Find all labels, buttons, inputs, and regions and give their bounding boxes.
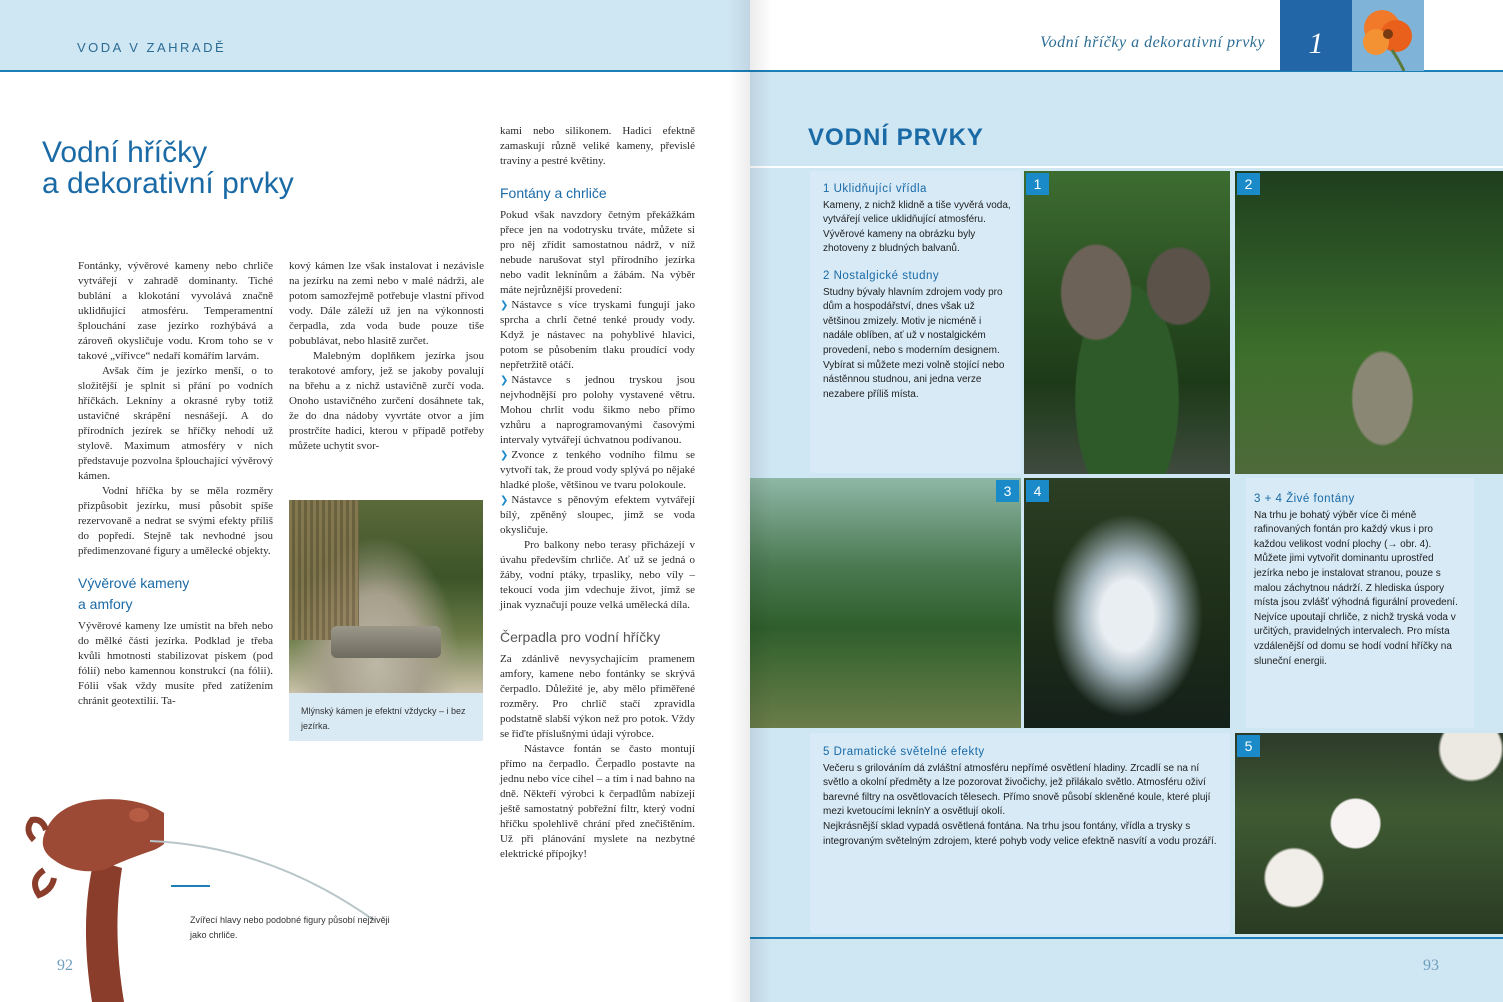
paragraph: Nástavce fontán se často montují přímo na čerpadlo. Čerpadlo postavte na jednu nebo více cihel – a tím i nad bahno na dně. Někteří výrobci k čerpadlům nabízejí ještě samostatný pobřežní filtr, který vodní hříčku spolehlivě chrání před znečištěním. Už při plánování myslete na nezbytné elektrické přípojky! <box>500 743 695 860</box>
page-number-right: 93 <box>1423 957 1439 974</box>
paragraph: Za zdánlivě nevysychajícím pramenem amfory, kamene nebo fontánky se skrývá čerpadlo. Důležité je, aby mělo přiměřené rozměry. Pro chrlič stačí zpravidla podstatně slabší výkon než pro potok. Vždy se řiďte příslušnými údaji výrobce. <box>500 653 695 740</box>
chevron-right-icon: ❯ <box>500 495 509 506</box>
paragraph: Vývěrové kameny lze umístit na břeh nebo do mělké části jezírka. Podklad je třeba kvůli hmotnosti stabilizovat pískem (pod fólií) nebo kamennou konstrukcí (na fólii). Fólii však vždy musíte před zatížením chránit geotextilií. Ta- <box>78 620 273 707</box>
running-head-right: Vodní hříčky a dekorativní prvky <box>1040 34 1265 51</box>
photo-number: 2 <box>1237 173 1260 195</box>
photo-number: 4 <box>1026 480 1049 502</box>
text-column-1 <box>78 259 273 709</box>
paragraph: Fontánky, vývěrové kameny nebo chrliče vytvářejí v zahradě dominanty. Tiché bublání a klokotání vyvolává značně uklidňující atmosféru. Temperamentní šplouchání zase jezírko rozhýbává a zároveň okysličuje vodu. Krom toho se v takové „vířivce“ nedaří komářím larvám. <box>78 260 273 362</box>
info-box-5 <box>810 733 1230 934</box>
photo-number: 3 <box>996 480 1019 502</box>
paragraph: Malebným doplňkem jezírka jsou terakotové amfory, jež se jakoby povalují na břehu a z nichž ustavičně zurčí voda. Onoho ustavičného zurčení dosáhnete tak, že do dna nádoby vyvrtáte otvor a jím prostrčíte hadici, kterou v případě potřeby můžete uchytit svor- <box>289 350 484 452</box>
right-page <box>750 0 1503 1002</box>
millstone-photo <box>289 500 483 693</box>
paragraph: Vodní hříčka by se měla rozměry přizpůsobit jezírku, musí působit spíše rezervovaně a nedrat se svými efekty příliš do popředí. Stejně tak nevhodné jsou předimenzované figury a umělecké objekty. <box>78 485 273 557</box>
dragon-caption: Zvířecí hlavy nebo podobné figury působí nejživěji jako chrliče. <box>190 915 390 940</box>
chevron-right-icon: ❯ <box>500 375 509 386</box>
photo-glowing-spheres <box>1235 733 1503 934</box>
heading-2: 2 Nostalgické studny <box>823 269 940 282</box>
bullet-item: ❯ Zvonce z tenkého vodního filmu se vytvoří tak, že proud vody splývá po nějaké hladké ploše, většinou ve tvaru polokoule. <box>500 449 695 491</box>
paragraph: Pokud však navzdory četným překážkám přece jen na vodotrysku trváte, můžete si pro něj zřídit samostatnou nádrž, v níž nebude narušovat styl přírodního jezírka nebo vadit leknínům a žábám. Na výběr máte nejrůznější provedení: <box>500 209 695 296</box>
bottom-rule <box>750 937 1503 939</box>
text-2: Studny bývaly hlavním zdrojem vody pro dům a hospodářství, dnes však už většinou zmizely. Motiv je nicméně i nadále oblíben, ať už v nostalgickém provedení, nebo s moderním designem. Vybírat si můžete mezi volně stojící nebo nástěnnou studnou, ani jedna verze nezabere příliš místa. <box>823 286 1005 400</box>
running-head-left: VODA V ZAHRADĚ <box>77 40 227 55</box>
paragraph: kami nebo silikonem. Hadici efektně zamaskují různě veliké kameny, převislé traviny a pestré květiny. <box>500 125 695 167</box>
gutter-shadow <box>728 0 750 1002</box>
photo-number: 1 <box>1026 173 1049 195</box>
article-title-line2: a dekorativní prvky <box>42 167 294 200</box>
paragraph: kový kámen lze však instalovat i nezávisle na jezírku na zemi nebo v malé nádrži, ale potom samozřejmě potřebuje vlastní přívod vody. Dále záleží už jen na výkonnosti čerpadla, zda voda bude pouze tiše pobublávat, nebo hlasitě zurčet. <box>289 260 484 347</box>
article-title-line1: Vodní hříčky <box>42 136 208 169</box>
title-rule <box>750 166 1503 168</box>
text-5b: Nejkrásnější sklad vypadá osvětlená fontána. Na trhu jsou fontány, vřídla a trysky s integrovaným světelným zdrojem, které pohyb vody velice efektně nasvítí a vodu prozáří. <box>823 820 1217 847</box>
subheading-fontany: Fontány a chrliče <box>500 185 607 201</box>
paragraph: Pro balkony nebo terasy přicházejí v úvahu především chrliče. Ať už se jedná o žáby, vodní ptáky, trpasliky, nebo víly – tekoucí voda jim vdechuje život, jímž se jinak vyznačují pouze velká umělecká díla. <box>500 539 695 611</box>
dragon-head-sculpture <box>24 790 164 1002</box>
text-3-4: Na trhu je bohatý výběr více či méně rafinovaných fontán pro každý vkus i pro každou velikost vodní plochy (→ obr. 4). Můžete jimi vytvořit dominantu uprostřed jezírka nebo je instalovat stranou, pouze s malou záchytnou nádrží. Z hlediska úspory místa jsou zvlášť výhodná figurální provedení. Nejvíce upoutají chrliče, z nichž tryská voda v určitých, pravidelných intervalech. Pro místa vzdálenější od domu se hodí vodní hříčky na sluneční energii. <box>1254 509 1458 667</box>
gutter-shadow <box>750 0 772 1002</box>
subheading-vyverove-kameny: Vývěrové kameny a amfory <box>78 575 190 612</box>
chapter-number: 1 <box>1280 0 1352 71</box>
chevron-right-icon: ❯ <box>500 450 509 461</box>
subheading-cerpadla: Čerpadla pro vodní hříčky <box>500 629 661 645</box>
photo-stones-pond <box>1024 171 1230 474</box>
millstone-caption: Mlýnský kámen je efektní vždycky – i bez jezírka. <box>289 693 483 741</box>
page-number-left: 92 <box>57 957 73 974</box>
left-header-band <box>0 0 750 71</box>
heading-5: 5 Dramatické světelné efekty <box>823 746 985 758</box>
left-page <box>0 0 750 1002</box>
left-header-rule <box>0 70 750 72</box>
bullet-item: ❯ Nástavce s pěnovým efektem vytvářejí bílý, zpěněný sloupec, jimž se voda okysličuje. <box>500 494 695 536</box>
heading-1: 1 Uklidňující vřídla <box>823 183 927 195</box>
section-title: VODNÍ PRVKY <box>808 124 984 151</box>
caption-rule <box>171 885 210 887</box>
photo-white-fountain <box>1024 478 1230 728</box>
poppy-icon <box>1352 0 1424 71</box>
chevron-right-icon: ❯ <box>500 300 509 311</box>
text-1: Kameny, z nichž klidně a tiše vyvěrá voda, vytvářejí velice uklidňující atmosféru. Vývěrové kameny na obrázku byly zhotoveny z bludných balvanů. <box>823 199 1011 255</box>
text-column-3 <box>500 124 695 862</box>
photo-number: 5 <box>1237 735 1260 757</box>
text-column-2 <box>289 259 484 454</box>
photo-jet-fountain <box>750 478 1021 728</box>
poppy-thumbnail <box>1352 0 1424 71</box>
text-5a: Večeru s grilováním dá zvláštní atmosféru nepřímé osvětlení hladiny. Zrcadlí se na ní světlo a okolní předměty a lze pozorovat živočichy, jež přilákalo světlo. Atmosféru oživí barevné filtry na osvětlovacích tělesech. Přímo snově působí skleněné koule, které plují mezi kvetoucími leknínY a osvětlují okolí. <box>823 762 1211 818</box>
article-title <box>42 137 472 199</box>
bullet-item: ❯ Nástavce s více tryskami fungují jako sprcha a chrlí četné tenké proudy vody. Když je nástavec na pohyblivé hlavici, potom se působením tlaku proudící vody nepřetržitě otáčí. <box>500 299 695 371</box>
bullet-item: ❯ Nástavce s jednou tryskou jsou nejvhodnější pro polohy vystavené větru. Mohou chrlit vodu šikmo nebo přímo vzhůru a naprogramovanými časovými intervaly vytvářejí úchvatnou podívanou. <box>500 374 695 446</box>
info-box-1-2 <box>810 171 1021 473</box>
heading-3-4: 3 + 4 Živé fontány <box>1254 493 1355 505</box>
paragraph: Avšak čím je jezírko menší, o to složitější je splnit si přání po vodních hříčkách. Lekníny a okrasné ryby totiž ustavičné skrápění nesnášejí. A do přírodních jezírek se hříčky nehodí už stylově. Maximum atmosféry v nich představuje pozvolna šplouchající vývěrový kámen. <box>78 365 273 482</box>
photo-well-pump <box>1235 171 1503 474</box>
info-box-3-4 <box>1246 478 1474 728</box>
